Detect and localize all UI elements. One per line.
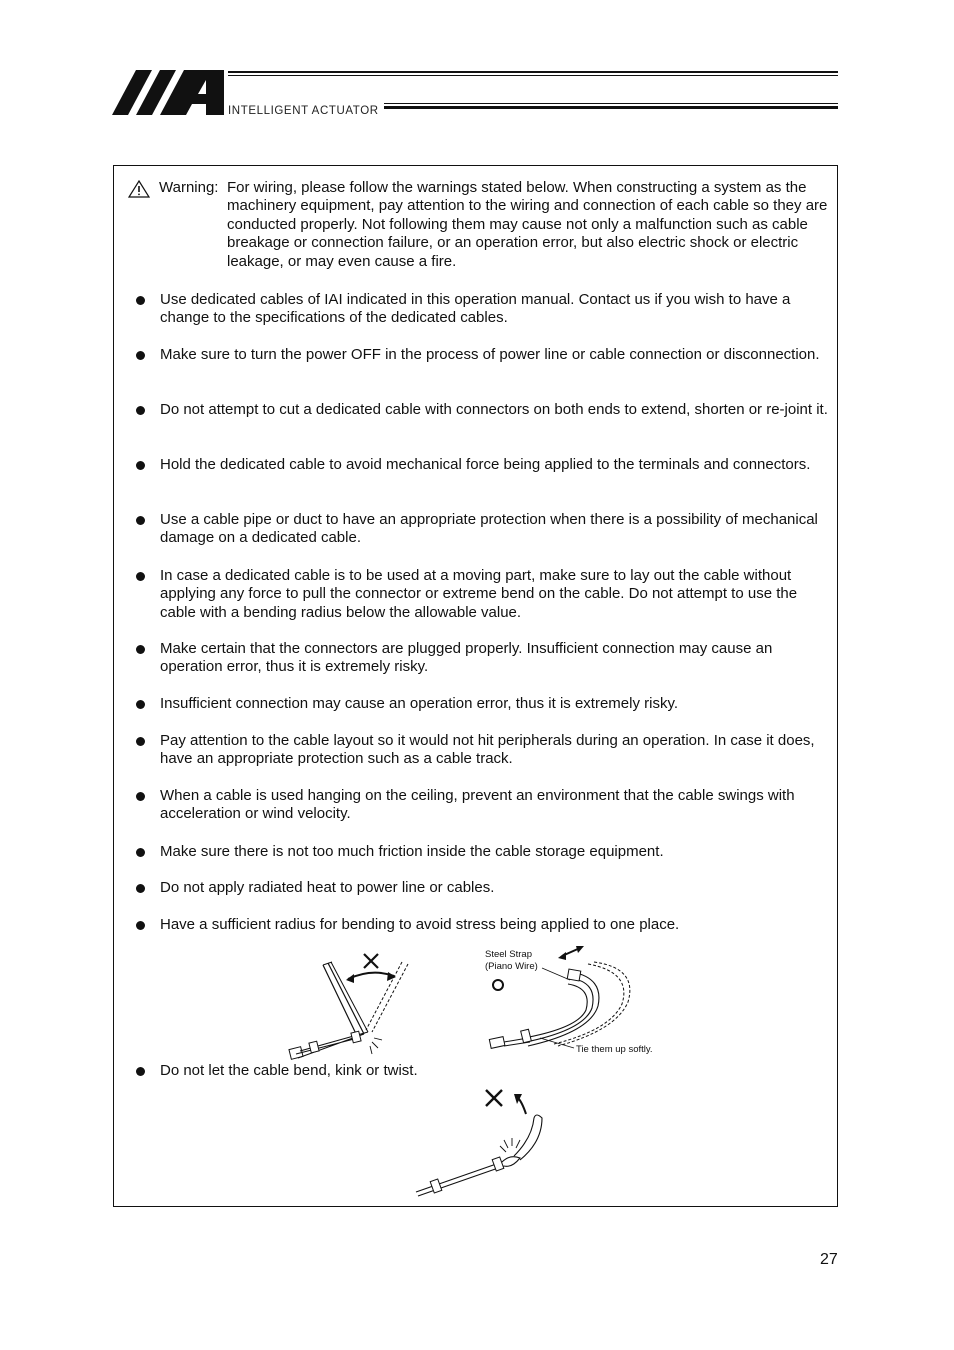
swing-arrow-icon [348,973,394,979]
bullet-dot-icon [136,884,145,893]
list-item-text: When a cable is used hanging on the ceiling, prevent an environment that the cable swings with acceleration or wind velocity. [160,787,795,823]
proper-radius-figure [482,942,682,1062]
iai-logo-icon [112,68,224,118]
bullet-dot-icon [136,737,145,746]
list-item-text: Pay attention to the cable layout so it would not hit peripherals during an operation. In case it does, have an appropriate protection such as a cable track. [160,732,815,768]
ok-circle-icon [493,980,503,990]
list-item-text: In case a dedicated cable is to be used at a moving part, make sure to lay out the cable without applying any force to pull the connector or extreme bend on the cable. Do not attempt to use the cable with a bending radius below the allowable value. [160,567,798,621]
bullet-dot-icon [136,461,145,470]
bullet-dot-icon [136,792,145,801]
tie-caption: Tie them up softly. [576,1044,653,1055]
bullet-dot-icon [136,572,145,581]
page-number: 27 [820,1251,838,1268]
bullet-dot-icon [136,296,145,305]
bullet-dot-icon [136,645,145,654]
list-item-text: Make sure there is not too much friction inside the cable storage equipment. [160,843,664,860]
list-item-text: Do not let the cable bend, kink or twist. [160,1062,418,1079]
bullet-dot-icon [136,351,145,360]
sharp-bend-figure [286,946,421,1061]
warning-text: For wiring, please follow the warnings stated below. When constructing a system as the machinery equipment, pay attention to the wiring and connection of each cable so they are conducted properly. Not following them may cause not only a malfunction such as cable breakage or connection failure, or an operation error, but also electric shock or electric leakage, or may even cause a fire. [227,179,828,270]
bullet-dot-icon [136,516,145,525]
cross-mark-icon [486,1090,502,1106]
list-item-text: Make sure to turn the power OFF in the process of power line or cable connection or disconnection. [160,346,820,363]
cross-mark-icon [364,954,378,968]
list-item-text: Use a cable pipe or duct to have an appropriate protection when there is a possibility of mechanical damage on a dedicated cable. [160,511,818,547]
warning-box [113,165,838,1207]
curved-arrow-icon [518,1098,526,1114]
list-item-text: Insufficient connection may cause an operation error, thus it is extremely risky. [160,695,679,712]
bullet-dot-icon [136,1067,145,1076]
list-item-text: Make certain that the connectors are plugged properly. Insufficient connection may cause an operation error, thus it is extremely risky. [160,640,773,676]
bullet-dot-icon [136,700,145,709]
list-item-text: Have a sufficient radius for bending to avoid stress being applied to one place. [160,916,680,933]
kink-figure [408,1082,558,1204]
piano-wire-caption: (Piano Wire) [485,961,538,972]
steel-strap-caption: Steel Strap [485,949,532,960]
brand-text: INTELLIGENT ACTUATOR [228,105,379,117]
header-rule-top-2 [228,75,838,76]
bullet-dot-icon [136,406,145,415]
header-rule-top-1 [228,71,838,73]
list-item-text: Do not attempt to cut a dedicated cable with connectors on both ends to extend, shorten or re-joint it. [160,401,828,418]
list-item-text: Do not apply radiated heat to power line or cables. [160,879,495,896]
header-rule-bottom-1 [384,103,838,104]
bullet-dot-icon [136,921,145,930]
list-item-text: Hold the dedicated cable to avoid mechanical force being applied to the terminals and connectors. [160,456,811,473]
bullet-dot-icon [136,848,145,857]
header-rule-bottom-2 [384,106,838,109]
warning-triangle-icon [128,180,150,198]
warning-label: Warning: [159,179,219,196]
list-item-text: Use dedicated cables of IAI indicated in this operation manual. Contact us if you wish to have a change to the specifications of the dedicated cables. [160,291,791,327]
